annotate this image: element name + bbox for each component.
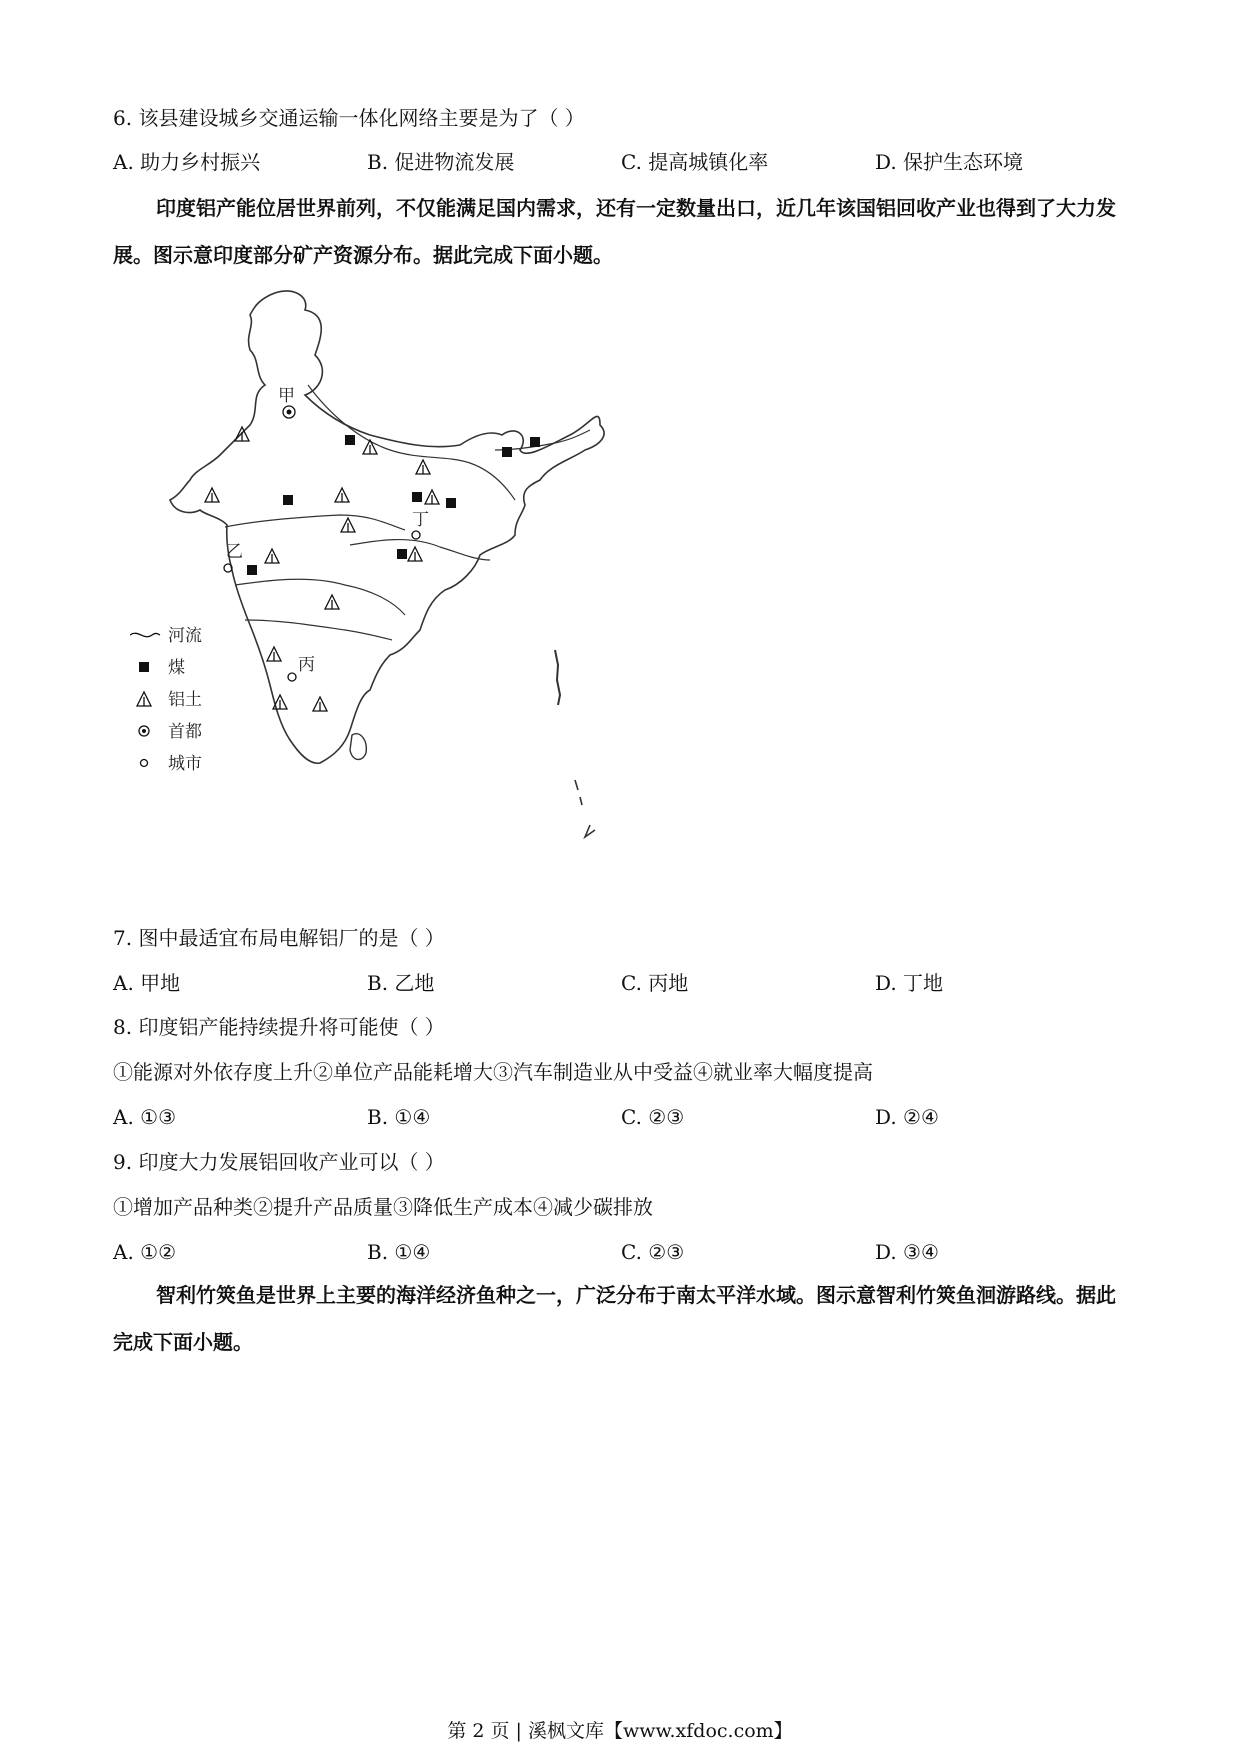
q6-option-c: C. 提高城镇化率 [621, 150, 769, 174]
question-8-statements: ①能源对外依存度上升②单位产品能耗增大③汽车制造业从中受益④就业率大幅度提高 [113, 1060, 873, 1084]
question-9-statements: ①增加产品种类②提升产品质量③降低生产成本④减少碳排放 [113, 1195, 653, 1219]
coal-marker [283, 495, 293, 505]
q8-option-d: D. ②④ [875, 1105, 939, 1129]
bauxite-marker [267, 647, 281, 661]
q8-option-c: C. ②③ [621, 1105, 685, 1129]
q9-option-d: D. ③④ [875, 1240, 939, 1264]
legend-bauxite-symbol [137, 692, 151, 706]
andaman-islands [555, 650, 560, 705]
legend-coal-symbol [139, 662, 149, 672]
label-jia: 甲 [278, 386, 295, 406]
city-marker-bing [288, 673, 296, 681]
q8-option-b: B. ①④ [367, 1105, 431, 1129]
bauxite-marker [425, 490, 439, 504]
question-7-stem: 7. 图中最适宜布局电解铝厂的是（ ） [113, 926, 445, 950]
river-narmada [225, 515, 405, 530]
question-9-stem: 9. 印度大力发展铝回收产业可以（ ） [113, 1150, 445, 1174]
bauxite-marker [408, 547, 422, 561]
bauxite-marker [363, 440, 377, 454]
question-8-stem: 8. 印度铝产能持续提升将可能使（ ） [113, 1015, 445, 1039]
coal-marker [345, 435, 355, 445]
river-godavari [235, 579, 405, 615]
india-mineral-map [130, 285, 680, 885]
legend-river-symbol [130, 633, 160, 636]
coal-marker [247, 565, 257, 575]
q9-option-a: A. ①② [113, 1240, 177, 1264]
coal-marker [530, 437, 540, 447]
india-outline [170, 291, 604, 763]
q8-option-a: A. ①③ [113, 1105, 177, 1129]
passage-chilean-jack-mackerel: 智利竹筴鱼是世界上主要的海洋经济鱼种之一，广泛分布于南太平洋水域。图示意智利竹筴鱼洄游路线。据此完成下面小题。 [113, 1283, 1116, 1354]
q7-option-b: B. 乙地 [367, 971, 435, 995]
q9-option-c: C. ②③ [621, 1240, 685, 1264]
bauxite-marker [325, 595, 339, 609]
map-legend [130, 626, 202, 774]
page-footer: 第 2 页 | 溪枫文库【www.xfdoc.com】 [447, 1720, 793, 1742]
capital-marker [283, 406, 295, 418]
legend-capital-label: 首都 [168, 722, 202, 742]
question-6-stem: 6. 该县建设城乡交通运输一体化网络主要是为了（ ） [113, 106, 585, 130]
coal-marker [412, 492, 422, 502]
coal-marker [397, 549, 407, 559]
q7-option-a: A. 甲地 [113, 971, 181, 995]
q6-option-a: A. 助力乡村振兴 [113, 150, 261, 174]
passage-india-aluminum: 印度铝产能位居世界前列，不仅能满足国内需求，还有一定数量出口，近几年该国铝回收产业也得到了大力发展。图示意印度部分矿产资源分布。据此完成下面小题。 [113, 196, 1116, 267]
q7-option-c: C. 丙地 [621, 971, 689, 995]
coal-marker [502, 447, 512, 457]
bauxite-marker [313, 697, 327, 711]
label-yi: 乙 [226, 542, 243, 562]
q9-option-b: B. ①④ [367, 1240, 431, 1264]
q6-option-b: B. 促进物流发展 [367, 150, 515, 174]
bauxite-marker [416, 460, 430, 474]
label-bing: 丙 [298, 655, 315, 675]
legend-city-symbol [141, 760, 148, 767]
legend-coal-label: 煤 [168, 658, 185, 678]
legend-river-label: 河流 [168, 626, 202, 646]
legend-city-label: 城市 [168, 754, 202, 774]
bauxite-marker [265, 549, 279, 563]
river-ganges [308, 385, 515, 500]
q7-option-d: D. 丁地 [875, 971, 944, 995]
nicobar-islands [575, 780, 595, 837]
city-marker-ding [412, 531, 420, 539]
coal-marker [446, 498, 456, 508]
coal-markers [247, 435, 540, 575]
bauxite-marker [341, 518, 355, 532]
q6-option-d: D. 保护生态环境 [875, 150, 1024, 174]
label-ding: 丁 [412, 510, 429, 530]
bauxite-marker [335, 488, 349, 502]
river-krishna [245, 620, 392, 640]
bauxite-marker [205, 488, 219, 502]
sri-lanka-outline [350, 734, 366, 760]
bauxite-markers [205, 427, 439, 711]
legend-bauxite-label: 铝土 [168, 690, 202, 710]
